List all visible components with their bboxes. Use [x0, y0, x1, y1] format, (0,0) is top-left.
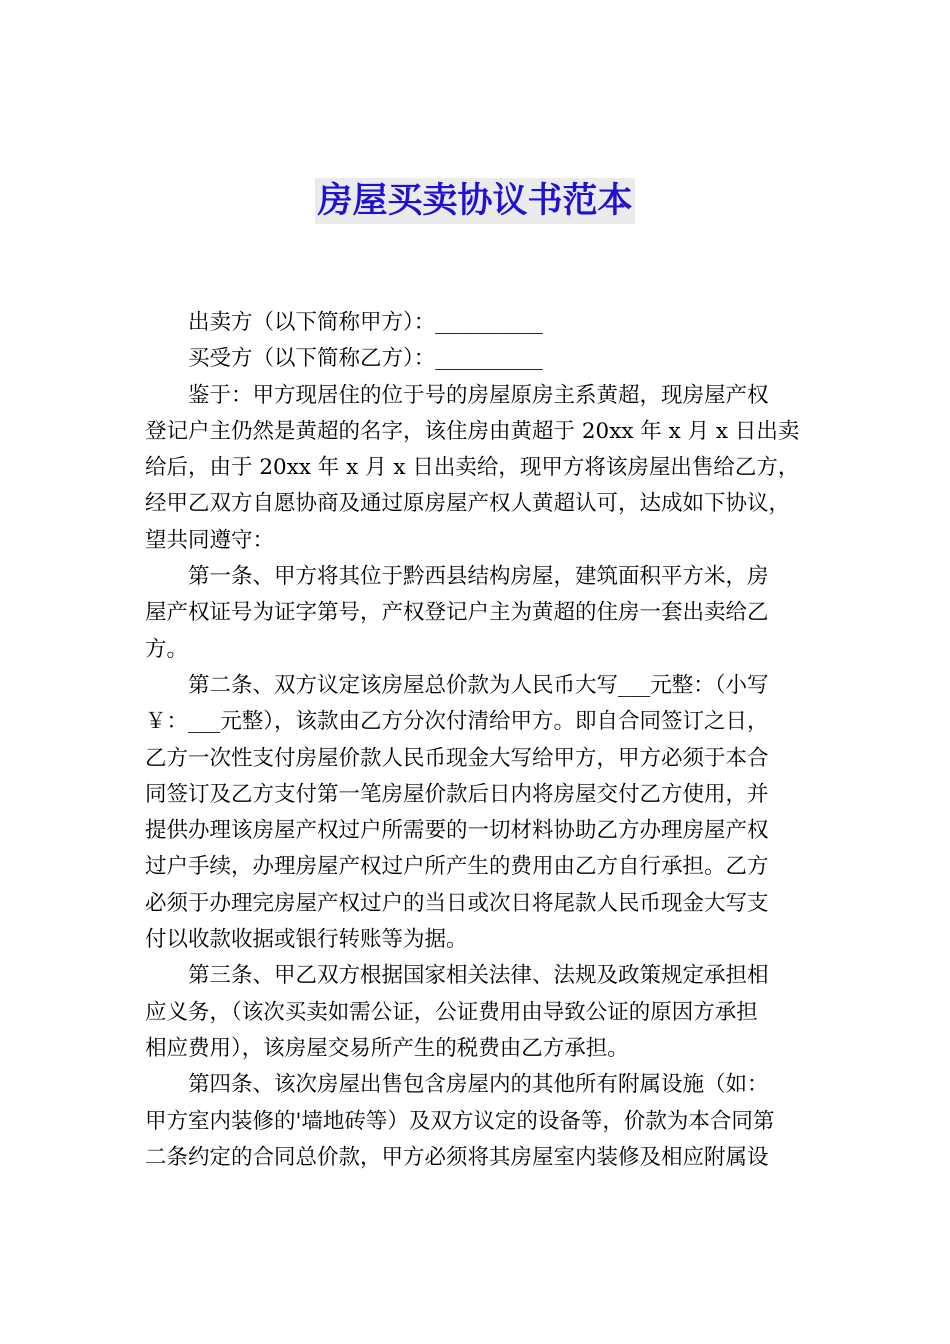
paragraph-line: 第四条、该次房屋出售包含房屋内的其他所有附属设施（如： — [188, 1072, 769, 1098]
paragraph-line: 经甲乙双方自愿协商及通过原房屋产权人黄超认可，达成如下协议， — [145, 491, 791, 517]
paragraph-line: 相应费用），该房屋交易所产生的税费由乙方承担。 — [145, 1035, 629, 1061]
paragraph-line: 望共同遵守： — [145, 527, 275, 553]
document-title: 房屋买卖协议书范本 — [315, 178, 634, 224]
seller-text: 出卖方（以下简称甲方）：__________ — [188, 310, 543, 335]
paragraph-line: 登记户主仍然是黄超的名字，该住房由黄超于 20xx 年 x 月 x 日出卖 — [145, 418, 800, 444]
paragraph-line: ￥：___元整），该款由乙方分次付清给甲方。即自合同签订之日， — [145, 709, 769, 735]
paragraph-line: 二条约定的合同总价款，甲方必须将其房屋室内装修及相应附属设 — [145, 1144, 769, 1170]
paragraph-line: 同签订及乙方支付第一笔房屋价款后日内将房屋交付乙方使用，并 — [145, 781, 769, 807]
paragraph-line: 屋产权证号为证字第号，产权登记户主为黄超的住房一套出卖给乙 — [145, 600, 769, 626]
paragraph — [145, 668, 817, 958]
paragraph-line: 甲方室内装修的'墙地砖等）及双方议定的设备等，价款为本合同第 — [145, 1108, 775, 1134]
document-body — [145, 305, 817, 1176]
paragraph — [145, 378, 817, 559]
paragraph-line: 提供办理该房屋产权过户所需要的一切材料协助乙方办理房屋产权 — [145, 818, 769, 844]
paragraph-line: 第三条、甲乙双方根据国家相关法律、法规及政策规定承担相 — [188, 963, 769, 989]
paragraph-line: 过户手续，办理房屋产权过户所产生的费用由乙方自行承担。乙方 — [145, 854, 769, 880]
paragraph-line: 给后，由于 20xx 年 x 月 x 日出卖给，现甲方将该房屋出售给乙方， — [145, 455, 800, 481]
paragraph — [145, 1067, 817, 1176]
paragraph-line: 应义务，（该次买卖如需公证，公证费用由导致公证的原因方承担 — [145, 999, 758, 1025]
title-container — [0, 178, 950, 224]
paragraph-line: 第二条、双方议定该房屋总价款为人民币大写___元整：（小写 — [188, 672, 769, 698]
paragraph-line: 乙方一次性支付房屋价款人民币现金大写给甲方，甲方必须于本合 — [145, 745, 769, 771]
buyer-line — [145, 341, 817, 377]
paragraph-line: 付以收款收据或银行转账等为据。 — [145, 927, 468, 953]
paragraph-line: 鉴于：甲方现居住的位于号的房屋原房主系黄超，现房屋产权 — [188, 382, 769, 408]
paragraph-line: 第一条、甲方将其位于黔西县结构房屋，建筑面积平方米，房 — [188, 564, 769, 590]
seller-line — [145, 305, 817, 341]
paragraph — [145, 559, 817, 668]
buyer-text: 买受方（以下简称乙方）：__________ — [188, 346, 543, 372]
paragraph — [145, 958, 817, 1067]
paragraph-line: 必须于办理完房屋产权过户的当日或次日将尾款人民币现金大写支 — [145, 890, 769, 916]
paragraph-line: 方。 — [145, 636, 189, 662]
paragraph-list — [145, 378, 817, 1177]
